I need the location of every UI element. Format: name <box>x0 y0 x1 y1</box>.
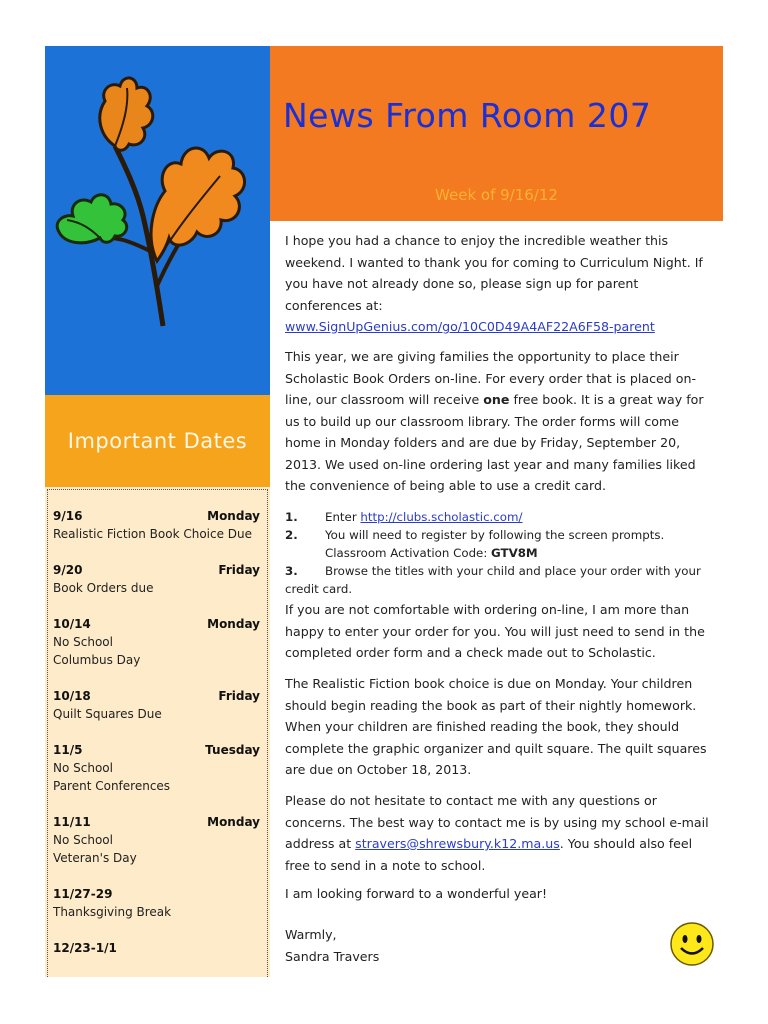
date-label: 11/5 <box>53 743 83 757</box>
date-label: 11/11 <box>53 815 91 829</box>
text-span: . You should also feel free to send in a note to school. <box>285 836 693 873</box>
step-number: 1. <box>285 510 298 524</box>
date-entry <box>53 741 260 795</box>
step-text: You will need to register by following the screen prompts. <box>325 528 665 542</box>
letter-paragraph-6 <box>285 883 715 905</box>
signup-genius-link[interactable]: www.SignUpGenius.com/go/10C0D49A4AF22A6F58-parent <box>285 319 655 334</box>
step-text: Browse the titles with your child and place your order with your credit card. <box>285 564 701 596</box>
date-description: No School <box>53 635 113 649</box>
date-description: No School <box>53 833 113 847</box>
scholastic-link[interactable]: http://clubs.scholastic.com/ <box>360 510 523 524</box>
important-dates-list <box>45 487 270 977</box>
date-label: 12/23-1/1 <box>53 941 117 955</box>
leaf-illustration-panel <box>45 46 270 395</box>
day-label: Friday <box>218 689 260 703</box>
letter-paragraph-4 <box>285 673 715 781</box>
newsletter-title: News From Room 207 <box>283 96 652 135</box>
day-label: Monday <box>207 617 260 631</box>
date-label: 9/20 <box>53 563 83 577</box>
date-label: 9/16 <box>53 509 83 523</box>
date-description: Quilt Squares Due <box>53 707 162 721</box>
paragraph-text <box>285 790 715 876</box>
step-text: Enter <box>325 510 361 524</box>
letter-paragraph-2 <box>285 346 715 497</box>
letter-closing <box>285 924 715 967</box>
date-entry <box>53 507 260 543</box>
day-label: Monday <box>207 509 260 523</box>
paragraph-text: If you are not comfortable with ordering on-line, I am more than happy to enter your order for you. You will just need to send in the completed order form and a check made out to Scholastic. <box>285 602 705 660</box>
text-span: This year, we are giving families the opportunity to place their Scholastic Book Orders on-line. For every order that is placed on-line, our classroom will receive <box>285 349 697 407</box>
date-description: Book Orders due <box>53 581 154 595</box>
paragraph-text: I hope you had a chance to enjoy the incredible weather this weekend. I wanted to thank you for coming to Curriculum Night. If you have not already done so, please sign up for parent conferences at: <box>285 233 703 313</box>
activation-code <box>285 544 715 562</box>
smiley-face-icon <box>669 921 715 967</box>
date-description: No School <box>53 761 113 775</box>
autumn-leaves-icon <box>45 46 270 395</box>
text-span: free book. It is a great way for us to build up our classroom library. The order forms will come home in Monday folders and are due by Friday, September 20, 2013. We used on-line ordering last year and many families liked the convenience of being able to use a credit card. <box>285 392 704 493</box>
step-3 <box>285 562 715 598</box>
date-description-2: Parent Conferences <box>53 779 171 793</box>
date-entry <box>53 939 260 957</box>
code-value: GTV8M <box>491 546 538 560</box>
closing-text: Warmly, <box>285 927 337 942</box>
date-label: 10/14 <box>53 617 91 631</box>
step-number: 3. <box>285 564 298 578</box>
date-description-2: Columbus Day <box>53 653 141 667</box>
newsletter-banner <box>270 46 723 221</box>
code-label: Classroom Activation Code: <box>325 546 492 560</box>
signature-text: Sandra Travers <box>285 948 380 964</box>
step-number: 2. <box>285 528 298 542</box>
letter-paragraph-5 <box>285 790 715 876</box>
week-label: Week of 9/16/12 <box>435 186 558 204</box>
date-label: 10/18 <box>53 689 91 703</box>
step-2 <box>285 526 715 544</box>
letter-paragraph-1 <box>285 230 715 338</box>
step-1 <box>285 508 715 526</box>
paragraph-text <box>285 346 715 497</box>
text-span: Please do not hesitate to contact me with any questions or concerns. The best way to contact me is by using my school e-mail address at <box>285 793 709 851</box>
important-dates-heading: Important Dates <box>67 429 248 453</box>
date-entry <box>53 687 260 723</box>
date-entry <box>53 813 260 867</box>
day-label: Monday <box>207 815 260 829</box>
day-label: Friday <box>218 563 260 577</box>
date-label: 11/27-29 <box>53 887 113 901</box>
order-steps <box>285 508 715 598</box>
date-entry <box>53 561 260 597</box>
important-dates-header <box>45 395 270 487</box>
day-label: Tuesday <box>205 743 260 757</box>
date-description-2: Veteran's Day <box>53 851 137 865</box>
paragraph-text: I am looking forward to a wonderful year! <box>285 886 548 901</box>
date-description: Thanksgiving Break <box>53 905 172 919</box>
date-entry <box>53 885 260 921</box>
date-description: Realistic Fiction Book Choice Due <box>53 527 253 541</box>
letter-paragraph-3 <box>285 599 715 664</box>
paragraph-text: The Realistic Fiction book choice is due on Monday. Your children should begin reading the book as part of their nightly homework. When your children are finished reading the book, they should complete the graphic organizer and quilt square. The quilt squares are due on October 18, 2013. <box>285 676 707 777</box>
email-link[interactable]: stravers@shrewsbury.k12.ma.us <box>355 836 560 851</box>
bold-one: one <box>483 392 510 407</box>
date-entry <box>53 615 260 669</box>
